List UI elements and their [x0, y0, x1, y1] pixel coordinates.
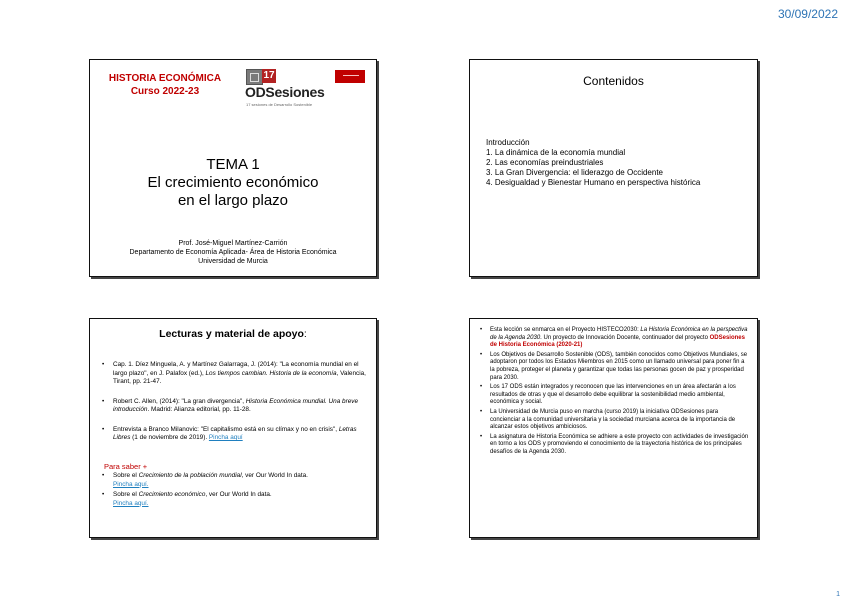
contents-item: 2. Las economías preindustriales [486, 158, 604, 167]
readings-title-colon: : [303, 328, 307, 340]
course-header [100, 72, 230, 98]
learn-more-item: • Sobre el Crecimiento de la población mundial, ver Our World In data. Pincha aquí. [102, 472, 366, 489]
contents-item: Introducción [486, 138, 530, 147]
university-crest-icon [246, 69, 263, 85]
course-year: Curso 2022-23 [130, 86, 200, 97]
lesson-title-line-1: El crecimiento económico [147, 174, 319, 191]
lesson-number: TEMA 1 [206, 156, 260, 173]
page-number: 1 [836, 591, 840, 598]
contents-item: 1. La dinámica de la economía mundial [486, 148, 626, 157]
contents-title: Contenidos [583, 74, 644, 88]
reading-item: • Robert C. Allen, (2014): "La gran divergencia", Historia Económica mundial. Una breve introducción. Madrid: Alianza editorial, pp. 11-28. [102, 398, 366, 415]
lesson-title-line-2: en el largo plazo [177, 192, 289, 209]
reading-item: • Entrevista a Branco Milanovic: "El capitalismo está en su clímax y no en crisis", Letras Libres (1 de noviembre de 2019). Pincha aquí [102, 426, 366, 443]
slide-1-title [89, 59, 377, 277]
readings-title-text: Lecturas y material de apoyo [159, 328, 304, 340]
contents-item: 4. Desigualdad y Bienestar Humano en perspectiva histórica [486, 178, 701, 187]
learn-more-heading: Para saber + [104, 462, 148, 471]
ods-bullet: • La asignatura de Historia Económica se adhiere a este proyecto con actividades de investigación en torno a los ODS y promoviendo el conocimiento de la trayectoria histórica de los principales desafíos de la Agenda 2030. [478, 434, 749, 457]
economic-growth-link[interactable]: Pincha aquí. [113, 499, 149, 507]
learn-more-item: • Sobre el Crecimiento económico, ver Our World In data. Pincha aquí. [102, 491, 366, 508]
ods-number-badge: 17 [263, 70, 275, 81]
author-department: Departamento de Economía Aplicada- Área de Historia Económica [129, 249, 337, 256]
learn-more-list [102, 472, 366, 510]
contents-list [486, 138, 700, 188]
slide-2-contents [469, 59, 758, 277]
contents-item: 3. La Gran Divergencia: el liderazgo de Occidente [486, 168, 663, 177]
ods-bullet: • Los 17 ODS están integrados y reconocen que las intervenciones en un área afectarán a los resultados de otras y que el desarrollo debe equilibrar la sostenibilidad medio ambiental, económica y social. [478, 384, 749, 407]
readings-title [90, 328, 376, 340]
slide-3-readings [89, 318, 377, 538]
population-growth-link[interactable]: Pincha aquí. [113, 480, 149, 488]
interview-link[interactable]: Pincha aquí [208, 434, 243, 441]
ods-bullet: • La Universidad de Murcia puso en marcha (curso 2019) la iniciativa ODSesiones para concienciar a la comunidad universitaria y la sociedad murciana acerca de la importancia de alcanzar estos objetivos ambiciosos. [478, 409, 749, 432]
lesson-title [90, 156, 376, 210]
author-block [90, 239, 376, 266]
author-name: Prof. José-Miguel Martínez-Carrión [178, 240, 288, 247]
course-name: HISTORIA ECONÓMICA [108, 73, 222, 84]
odsesiones-subtitle: 17 sesiones de Desarrollo Sostenible [246, 102, 313, 107]
ods-bullet: • Esta lección se enmarca en el Proyecto HISTECO2030: La Historia Económica en la perspectiva de la Agenda 2030. Un proyecto de Innovación Docente, continuador del proyecto ODSesiones de Historia Económica (2020-21) [478, 327, 749, 350]
slide-4-ods-project [469, 318, 758, 538]
odsesiones-logo-text: ODSesiones [245, 84, 325, 100]
ods-bullet-list [478, 327, 749, 459]
readings-list [102, 361, 366, 454]
print-date: 30/09/2022 [777, 7, 838, 21]
ods-bullet: • Los Objetivos de Desarrollo Sostenible (ODS), también conocidos como Objetivos Mundiales, se adoptaron por todos los Estados Miembros en 2015 como un llamado universal para poner fin a la pobreza, proteger el planeta y garantizar que todas las personas gocen de paz y prosperidad para 2030. [478, 352, 749, 382]
reading-item: • Cap. 1. Díez Minguela, A. y Martínez Galarraga, J. (2014): "La economía mundial en el largo plazo", en J. Palafox (ed.), Los tiempos cambian. Historia de la economía, Valencia, Tirant, pp. 21-47. [102, 361, 366, 387]
umu-logo-icon [335, 70, 365, 83]
author-university: Universidad de Murcia [198, 258, 268, 265]
